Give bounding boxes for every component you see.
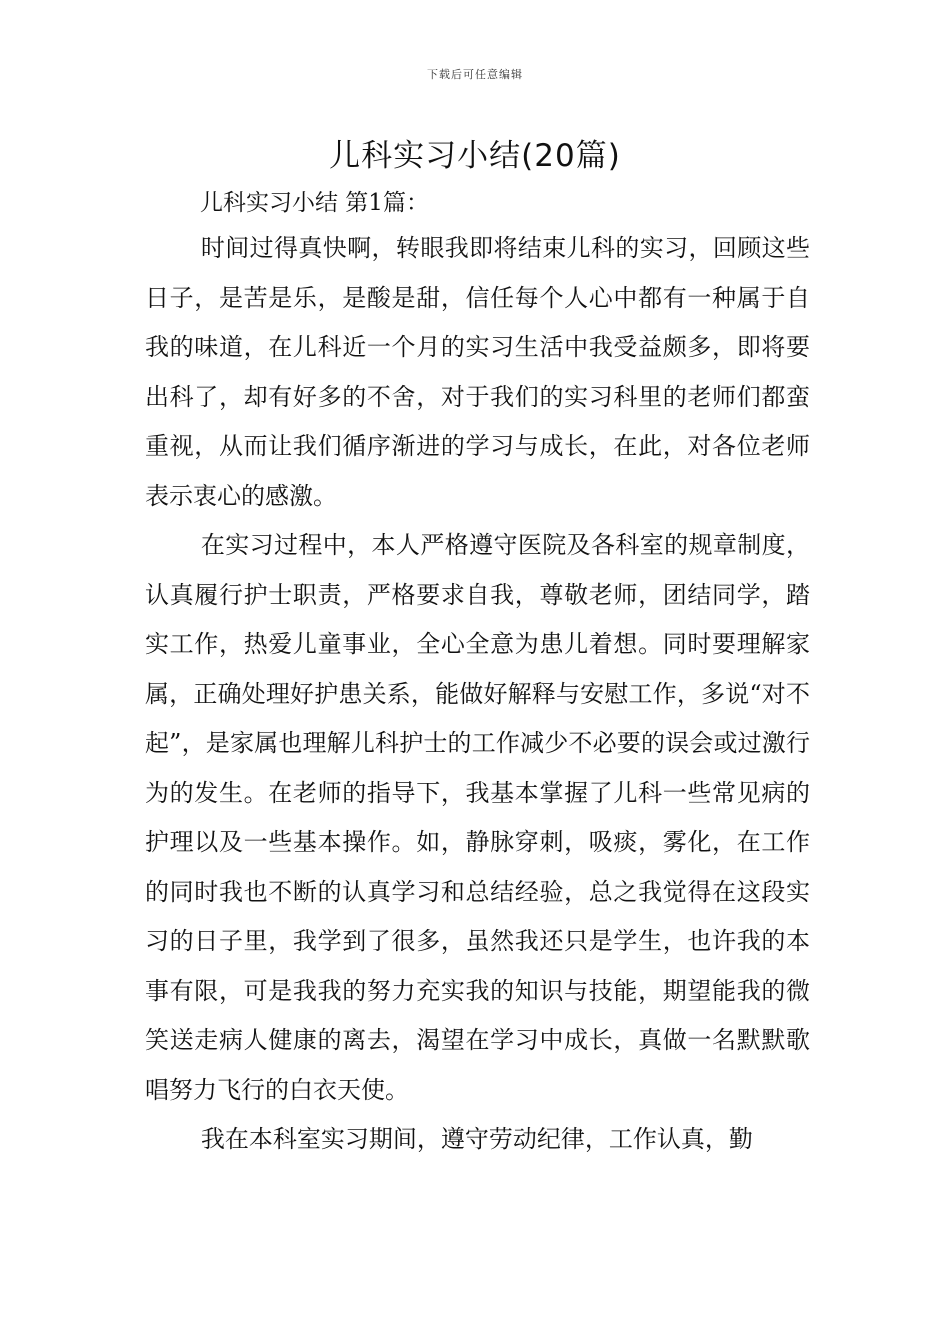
header-note: 下载后可任意编辑 bbox=[427, 68, 523, 81]
body-text bbox=[145, 224, 810, 1165]
paragraph: 我在本科室实习期间，遵守劳动纪律，工作认真，勤 bbox=[200, 1125, 753, 1153]
document-title: 儿科实习小结(20篇) bbox=[329, 138, 621, 174]
paragraph: 在实习过程中，本人严格遵守医院及各科室的规章制度，认真履行护士职责，严格要求自我，尊敬老师，团结同学，踏实工作，热爱儿童事业，全心全意为患儿着想。同时要理解家属，正确处理好护患关系，能做好解释与安慰工作，多说“对不起”，是家属也理解儿科护士的工作减少不必要的误会或过激行为的发生。在老师的指导下，我基本掌握了儿科一些常见病的护理以及一些基本操作。如，静脉穿刺，吸痰，雾化，在工作的同时我也不断的认真学习和总结经验，总之我觉得在这段实习的日子里，我学到了很多，虽然我还只是学生，也许我的本事有限，可是我我的努力充实我的知识与技能，期望能我的微笑送走病人健康的离去，渴望在学习中成长，真做一名默默歌唱努力飞行的白衣天使。 bbox=[145, 531, 810, 1104]
section-heading: 儿科实习小结 第1篇： bbox=[200, 190, 429, 216]
paragraph: 时间过得真快啊，转眼我即将结束儿科的实习，回顾这些日子，是苦是乐，是酸是甜，信任每个人心中都有一种属于自我的味道，在儿科近一个月的实习生活中我受益颇多，即将要出科了，却有好多的不舍，对于我们的实习科里的老师们都蛮重视，从而让我们循序渐进的学习与成长，在此，对各位老师表示衷心的感激。 bbox=[145, 234, 810, 510]
